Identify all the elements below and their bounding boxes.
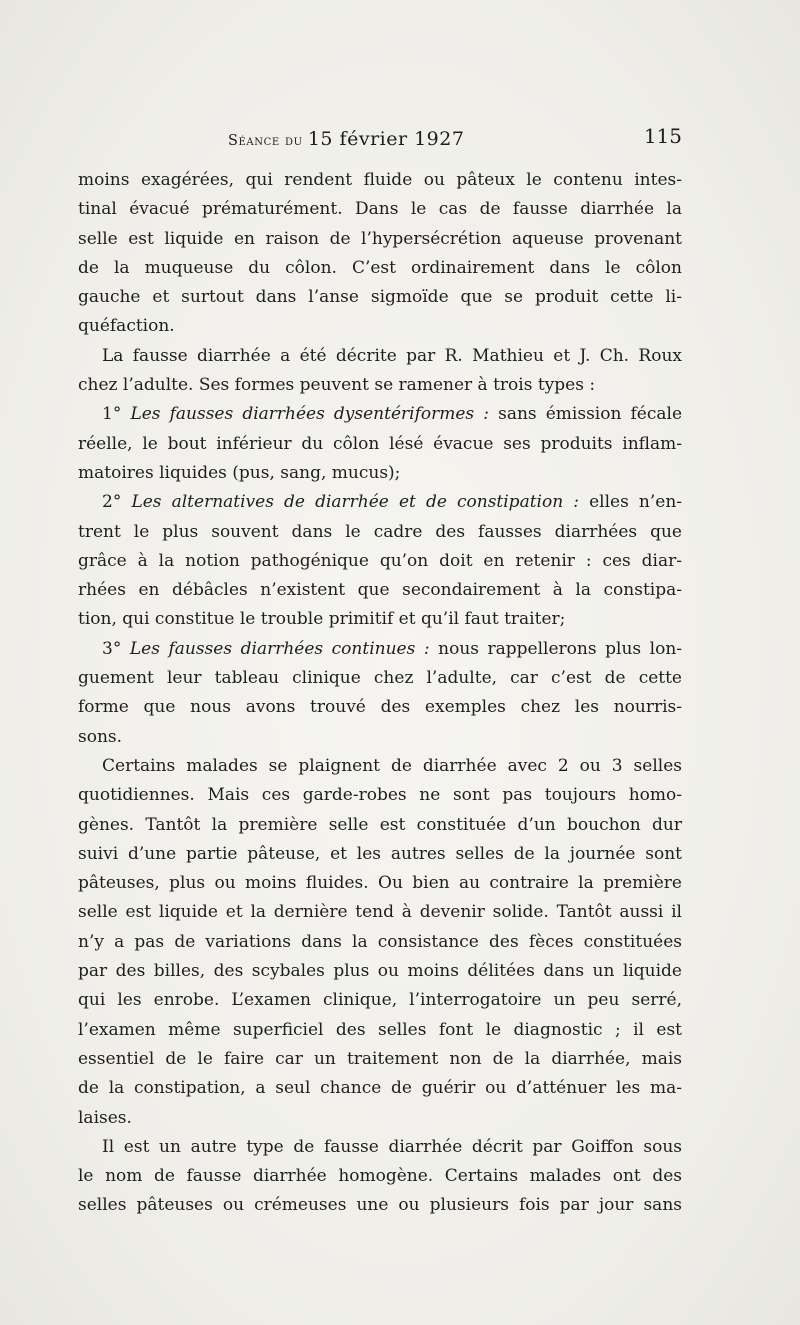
- text-line: n’y a pas de variations dans la consistance des fèces constituées: [78, 931, 682, 952]
- text-line: pâteuses, plus ou moins fluides. Ou bien au contraire la première: [78, 873, 682, 894]
- text-line: réelle, le bout inférieur du côlon lésé évacue ses produits inflam-: [78, 433, 682, 454]
- text-line: trent le plus souvent dans le cadre des fausses diarrhées que: [78, 521, 682, 542]
- text-line: laises.: [78, 1107, 132, 1128]
- running-head: Séance du 15 février 1927: [228, 128, 465, 150]
- text-line: suivi d’une partie pâteuse, et les autres selles de la journée sont: [78, 843, 682, 864]
- text-line: gauche et surtout dans l’anse sigmoïde que se produit cette li-: [78, 287, 682, 308]
- page-number: 115: [643, 124, 682, 148]
- text-line: selle est liquide et la dernière tend à devenir solide. Tantôt aussi il: [78, 902, 682, 923]
- text-line: essentiel de le faire car un traitement non de la diarrhée, mais: [78, 1048, 682, 1069]
- text-line: selles pâteuses ou crémeuses une ou plusieurs fois par jour sans: [78, 1195, 682, 1216]
- page-header: [78, 124, 682, 158]
- running-head-date: 15 février 1927: [307, 128, 465, 150]
- list-item-title: Les fausses diarrhées dysentériformes :: [130, 404, 489, 425]
- text-line: de la muqueuse du côlon. C’est ordinairement dans le côlon: [78, 257, 682, 278]
- text-line: quéfaction.: [78, 316, 175, 337]
- text-line: selle est liquide en raison de l’hypersécrétion aqueuse provenant: [78, 228, 682, 249]
- text-line: forme que nous avons trouvé des exemples chez les nourris-: [78, 697, 682, 718]
- list-item: [78, 400, 682, 488]
- text-line: sons.: [78, 726, 123, 747]
- paragraph: [78, 342, 682, 401]
- text-line: tinal évacué prématurément. Dans le cas de fausse diarrhée la: [78, 199, 682, 220]
- text-line: tion, qui constitue le trouble primitif et qu’il faut traiter;: [78, 609, 566, 630]
- list-item-first-line: 2° Les alternatives de diarrhée et de constipation : elles n’en-: [102, 492, 683, 513]
- list-item: [78, 488, 682, 634]
- paragraph: [78, 752, 682, 1133]
- list-item-first-line: 1° Les fausses diarrhées dysentériformes : sans émission fécale: [102, 404, 683, 425]
- text-line: qui les enrobe. L’examen clinique, l’interrogatoire un peu serré,: [78, 990, 682, 1011]
- paragraph: [78, 1133, 682, 1221]
- list-item-title: Les fausses diarrhées continues :: [129, 638, 430, 659]
- text-line: moins exagérées, qui rendent fluide ou pâteux le contenu intes-: [78, 170, 682, 190]
- text-line: rhées en débâcles n’existent que secondairement à la constipa-: [78, 580, 682, 601]
- text-line: Il est un autre type de fausse diarrhée décrit par Goiffon sous: [102, 1136, 682, 1157]
- text-line: l’examen même superficiel des selles font le diagnostic ; il est: [78, 1019, 682, 1040]
- text-line: de la constipation, a seul chance de guérir ou d’atténuer les ma-: [78, 1078, 682, 1099]
- list-number: 3°: [102, 638, 122, 659]
- text-line: guement leur tableau clinique chez l’adulte, car c’est de cette: [78, 668, 682, 689]
- text-line: chez l’adulte. Ses formes peuvent se ramener à trois types :: [78, 375, 596, 396]
- text-line: Certains malades se plaignent de diarrhée avec 2 ou 3 selles: [102, 755, 682, 776]
- text-line: par des billes, des scybales plus ou moins délitées dans un liquide: [78, 961, 682, 982]
- text-line: le nom de fausse diarrhée homogène. Certains malades ont des: [78, 1166, 682, 1187]
- body-text: [78, 166, 682, 1221]
- list-item-title: Les alternatives de diarrhée et de constipation :: [131, 492, 579, 513]
- paragraph: [78, 166, 682, 342]
- text-line: quotidiennes. Mais ces garde-robes ne sont pas toujours homo-: [78, 785, 682, 806]
- text-line: grâce à la notion pathogénique qu’on doit en retenir : ces diar-: [78, 550, 682, 571]
- list-number: 2°: [102, 492, 122, 513]
- list-number: 1°: [102, 404, 122, 425]
- list-item: [78, 635, 682, 752]
- text-line: gènes. Tantôt la première selle est constituée d’un bouchon dur: [78, 814, 682, 835]
- list-item-first-line: 3° Les fausses diarrhées continues : nous rappellerons plus lon-: [102, 638, 683, 659]
- text-line: La fausse diarrhée a été décrite par R. Mathieu et J. Ch. Roux: [102, 345, 682, 366]
- text-line: matoires liquides (pus, sang, mucus);: [78, 462, 401, 483]
